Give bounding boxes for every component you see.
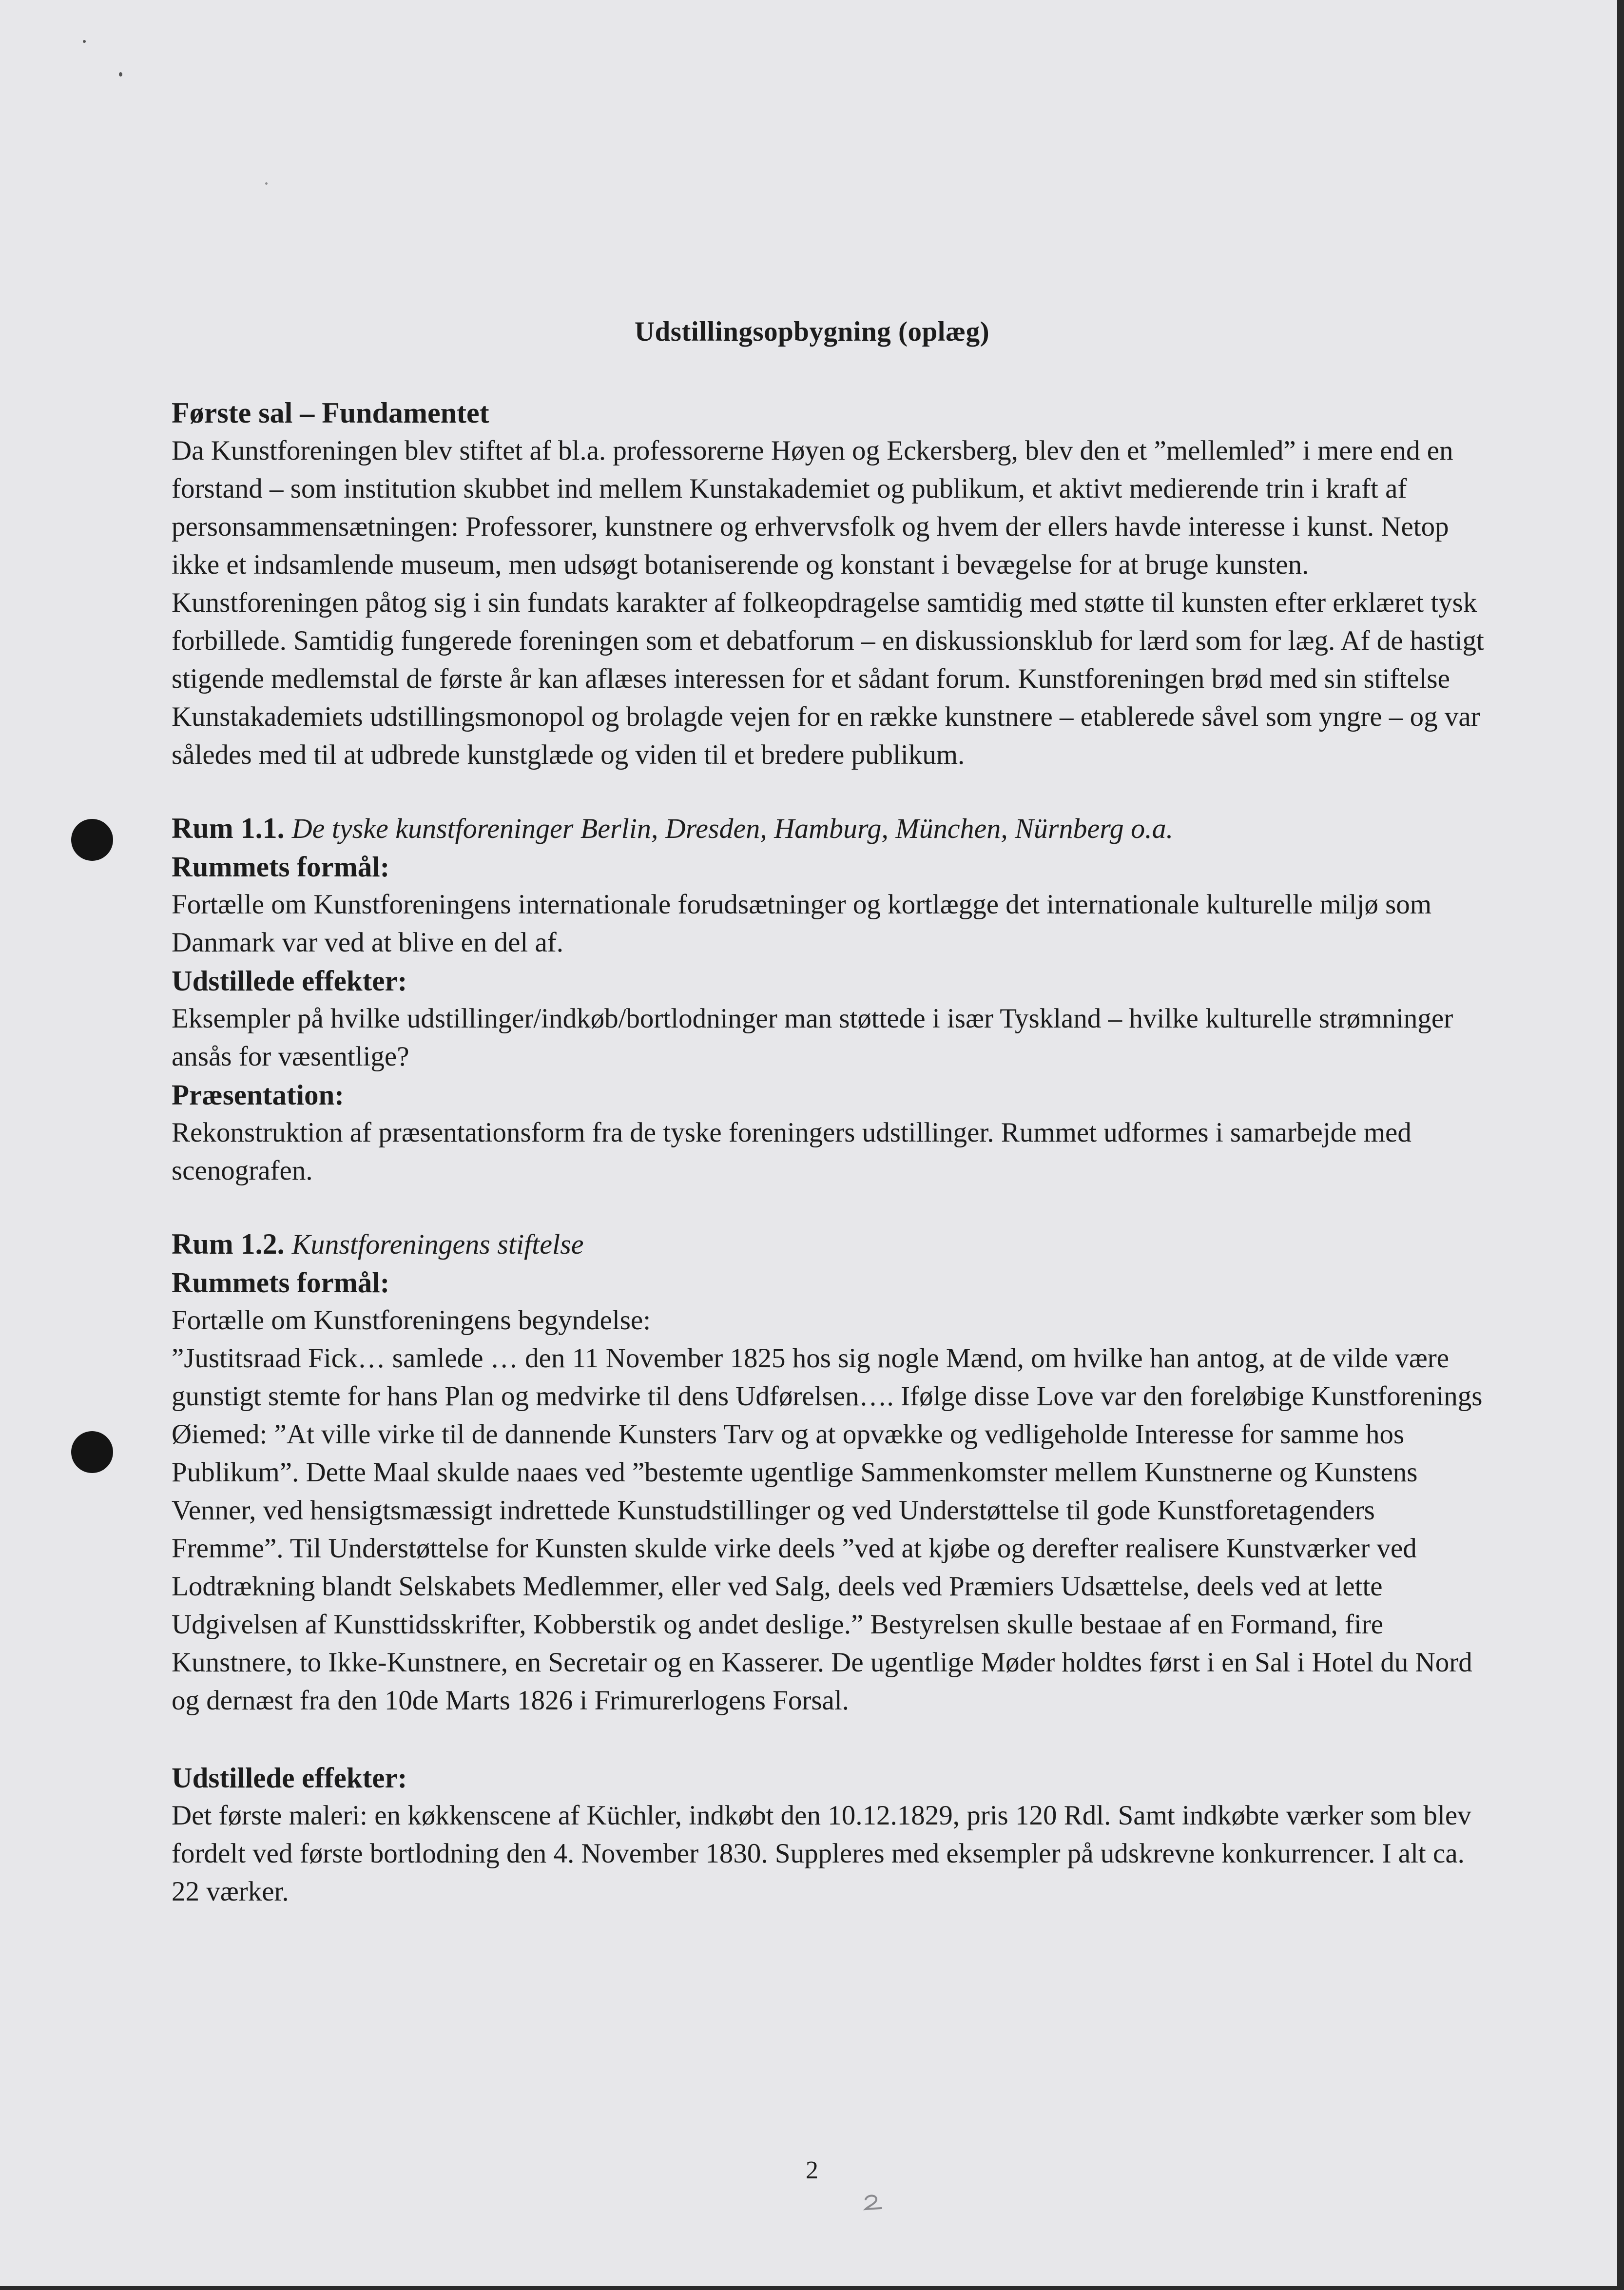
room-1-2-name: Kunstforeningens stiftelse bbox=[291, 1228, 584, 1260]
punch-hole-upper bbox=[71, 819, 113, 861]
dust-speck bbox=[119, 72, 122, 77]
room-1-2-purpose-quote: ”Justitsraad Fick… samlede … den 11 November 1825 hos sig nogle Mænd, om hvilke han antog, at de vilde være gunstigt stemte for hans Plan og medvirke til dens Udførelsen…. Ifølge disse Love var den foreløbige Kunstforenings Øiemed: ”At ville virke til de dannende Kunsters Tarv og at opvække og vedligeholde Interesse for samme hos Publikum”. Dette Maal skulde naaes ved ”bestemte ugentlige Sammenkomster mellem Kunstnerne og Kunstens Venner, ved hensigtsmæssigt indrettede Kunstudstillinger og ved Understøttelse til gode Kunstforetagenders Fremme”. Til Understøttelse for Kunsten skulde virke deels ”ved at kjøbe og derefter realisere Kunstværker ved Lodtrækning blandt Selskabets Medlemmer, eller ved Salg, deels ved Præmiers Udsættelse, deels ved at lette Udgivelsen af Kunsttidsskrifter, Kobberstik og andet deslige.” Bestyrelsen skulle bestaae af en Formand, fire Kunstnere, to Ikke-Kunstnere, en Secretair og en Kasserer. De ugentlige Møder holdtes først i en Sal i Hotel du Nord og dernæst fra den 10de Marts 1826 i Frimurerlogens Forsal. bbox=[172, 1343, 1483, 1716]
handwritten-page-mark bbox=[862, 2193, 887, 2212]
room-1-2-effects-text: Det første maleri: en køkkenscene af Küchler, indkøbt den 10.12.1829, pris 120 Rdl. Samt indkøbte værker som blev fordelt ved første bortlodning den 4. November 1830. Suppleres med eksempler på udskrevne konkurrencer. I alt ca. 22 værker. bbox=[172, 1800, 1471, 1907]
room-1-2-purpose-intro: Fortælle om Kunstforeningens begyndelse: bbox=[172, 1305, 651, 1336]
room-1-1-title bbox=[172, 809, 1488, 848]
room-1-2-title bbox=[172, 1225, 1488, 1263]
room-1-2-purpose-heading: Rummets formål: bbox=[172, 1266, 390, 1299]
room-1-1-number: Rum 1.1. bbox=[172, 812, 285, 844]
dust-speck bbox=[83, 40, 86, 43]
room-1-1-presentation-text: Rekonstruktion af præsentationsform fra de tyske foreningers udstillinger. Rummet udformes i samarbejde med scenografen. bbox=[172, 1117, 1411, 1186]
document-body bbox=[172, 394, 1488, 1911]
section-first-hall bbox=[172, 394, 1488, 774]
room-1-1-effects-heading: Udstillede effekter: bbox=[172, 965, 407, 997]
room-1-2-effects-heading: Udstillede effekter: bbox=[172, 1762, 407, 1794]
section-room-1-2 bbox=[172, 1225, 1488, 1911]
page-number: 2 bbox=[806, 2156, 818, 2184]
section-room-1-1 bbox=[172, 809, 1488, 1190]
room-1-1-effects-text: Eksempler på hvilke udstillinger/indkøb/bortlodninger man støttede i især Tyskland – hvilke kulturelle strømninger ansås for væsentlige? bbox=[172, 1003, 1453, 1072]
room-1-1-name: De tyske kunstforeninger Berlin, Dresden, Hamburg, München, Nürnberg o.a. bbox=[291, 813, 1174, 844]
room-1-1-purpose-heading: Rummets formål: bbox=[172, 851, 390, 883]
scan-border-bottom bbox=[0, 2286, 1624, 2290]
document-title: Udstillingsopbygning (oplæg) bbox=[634, 316, 990, 347]
room-1-2-number: Rum 1.2. bbox=[172, 1228, 285, 1260]
room-1-1-presentation-heading: Præsentation: bbox=[172, 1079, 344, 1111]
first-hall-heading: Første sal – Fundamentet bbox=[172, 397, 489, 429]
room-1-1-purpose-text: Fortælle om Kunstforeningens internationale forudsætninger og kortlægge det internationale kulturelle miljø som Danmark var ved at blive en del af. bbox=[172, 889, 1432, 958]
first-hall-paragraph: Da Kunstforeningen blev stiftet af bl.a. professorerne Høyen og Eckersberg, blev den et ”mellemled” i mere end en forstand – som institution skubbet ind mellem Kunstakademiet og publikum, et aktivt medierende trin i kraft af personsammensætningen: Professorer, kunstnere og erhvervsfolk og hvem der ellers havde interesse i kunst. Netop ikke et indsamlende museum, men udsøgt botaniserende og konstant i bevægelse for at bruge kunsten. Kunstforeningen påtog sig i sin fundats karakter af folkeopdragelse samtidig med støtte til kunsten efter erklæret tysk forbillede. Samtidig fungerede foreningen som et debatforum – en diskussionsklub for lærd som for læg. Af de hastigt stigende medlemstal de første år kan aflæses interessen for et sådant forum. Kunstforeningen brød med sin stiftelse Kunstakademiets udstillingsmonopol og brolagde vejen for en række kunstnere – etablerede såvel som yngre – og var således med til at udbrede kunstglæde og viden til et bredere publikum. bbox=[172, 435, 1484, 770]
punch-hole-lower bbox=[71, 1431, 113, 1473]
dust-speck bbox=[265, 182, 268, 185]
